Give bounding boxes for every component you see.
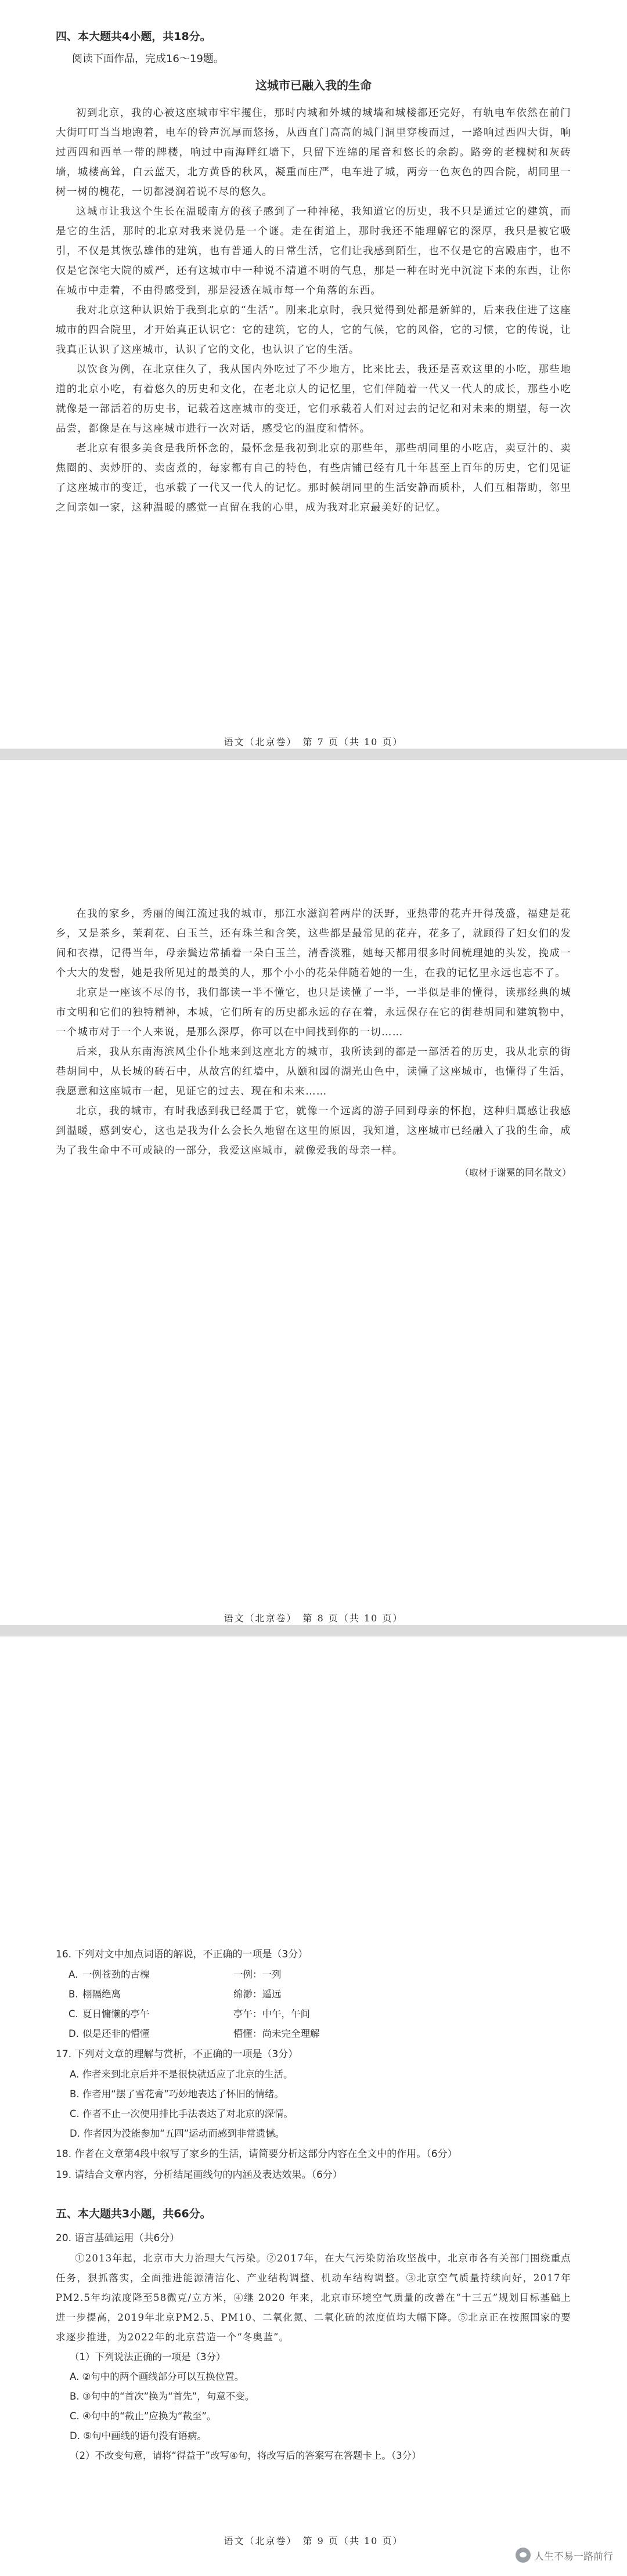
page-footer: 语文（北京卷） 第 7 页（共 10 页） [224, 736, 403, 747]
option-phrase: 夏日慵懒的亭午 [82, 2008, 150, 2019]
question-16: 16. 下列对文中加点词语的解说，不正确的一项是（3分） [56, 1949, 308, 1960]
option: A. 作者来到北京后并不是很快就适应了北京的生活。 [70, 2069, 293, 2080]
essay-paragraph: 在我的家乡，秀丽的闽江流过我的城市，那江水滋润着两岸的沃野，亚热带的花卉开得茂盛，福建是花乡，又是茶乡，茉莉花、白玉兰，还有珠兰和含笑，这些都是最常见的花卉，花多了，就顾得了妇女们的发间和衣襟，记得当年，母亲鬓边常插着一朵白玉兰，清香淡雅，她每天都用很多时间梳理她的头发，挽成一个大大的发髻，她是我所见过的最美的人，那个小小的花朵伴随着她的一生，在我的记忆里永远也忘不了。 [56, 908, 571, 979]
page-separator [0, 1625, 627, 1636]
page-footer: 语文（北京卷） 第 8 页（共 10 页） [224, 1613, 403, 1624]
option-phrase: 似是还非的懵懂 [82, 2028, 150, 2039]
question-20-sub1: （1）下列说法正确的一项是（3分） [70, 2351, 226, 2362]
page-footer: 语文（北京卷） 第 9 页（共 10 页） [224, 2535, 403, 2546]
option-gloss: 绵渺：遥远 [233, 1989, 282, 2000]
option-gloss: 懵懂：尚未完全理解 [233, 2028, 320, 2039]
essay-paragraph: 以饮食为例，在北京住久了，我从国内外吃过了不少地方，比来比去，我还是喜欢这里的小吃，那些地道的北京小吃，有着悠久的历史和文化，在老北京人的记忆里，它们伴随着一代又一代人的成长，那些小吃就像是一部活着的历史书，记载着这座城市的变迁，它们承载着人们对过去的记忆和对未来的期望，每一次品尝，都像是在与这座城市进行一次对话，感受它的温度和情怀。 [56, 364, 571, 435]
option: C. ④句中的“截止”应换为“截至”。 [70, 2411, 217, 2422]
option-letter: D. [69, 2028, 79, 2039]
page-separator [0, 749, 627, 760]
document-page-8 [0, 760, 627, 1625]
option-letter: C. [69, 2008, 78, 2019]
section-header: 五、本大题共3小题，共66分。 [56, 2208, 211, 2220]
option: D. ⑤句中画线的语句没有语病。 [70, 2430, 207, 2441]
option-phrase: 栩隔绝离 [82, 1989, 121, 2000]
question-18: 18. 作者在文章第4段中叙写了家乡的生活，请简要分析这部分内容在全文中的作用。（6分） [56, 2148, 457, 2160]
option-phrase: 一例苍劲的古槐 [82, 1969, 150, 1980]
essay-paragraph: 后来，我从东南海滨风尘仆仆地来到这座北方的城市，我所读到的都是一部活着的历史，我从北京的街巷胡同中，从长城的砖石中，从故宫的红墙中，从颐和园的湖光山色中，读懂了这座城市，也懂得了生活，我愿意和这座城市一起，见证它的过去、现在和未来…… [56, 1046, 571, 1097]
option-gloss: 一例：一列 [233, 1969, 282, 1980]
option-letter: B. [69, 1989, 78, 2000]
question-16-options [69, 1965, 571, 2044]
essay-paragraph: 老北京有很多美食是我所怀念的，最怀念是我初到北京的那些年，那些胡同里的小吃店，卖豆汁的、卖焦圈的、卖炒肝的、卖卤煮的，每家都有自己的特色，有些店铺已经有几十年甚至上百年的历史，它们见证了这座城市的变迁，也承载了一代又一代人的记忆。那时候胡同里的生活安静而质朴，人们互相帮助，邻里之间亲如一家，这种温暖的感觉一直留在我的心里，成为我对北京最美好的记忆。 [56, 443, 571, 514]
option-gloss: 亭午：中午，午间 [233, 2008, 310, 2019]
question-20-text: ①2013年起，北京市大力治理大气污染。②2017年，在大气污染防治攻坚战中，北京市各有关部门围绕重点任务，狠抓落实，全面推进能源清洁化、产业结构调整、机动车结构调整。③北京空气质量持续向好，2017年PM2.5年均浓度降至58微克/立方米，④继 2020 年来，北京市环境空气质量的改善在“十三五”规划目标基础上进一步提高，2019年北京PM2.5、PM10、二氧化氮、二氧化硫的浓度值均大幅下降。⑤北京正在按照国家的要求逐步推进，为2022年的北京营造一个“冬奥蓝”。 [56, 2253, 571, 2343]
essay-paragraph: 北京是一座该不尽的书，我们都读一半不懂它，也只是读懂了一半，一半似是非的懂得，读那经典的城市文明和它们的独特精神，本城，它们所有的历史都永远的存在着，永远保存在它的街巷胡同和建筑物中，一个城市对于一个人来说，是那么深厚，你可以在中间找到你的一切…… [56, 987, 571, 1038]
wechat-icon [516, 2548, 531, 2563]
option: A. ②句中的两个画线部分可以互换位置。 [70, 2371, 244, 2382]
essay-paragraph: 初到北京，我的心被这座城市牢牢攫住，那时内城和外城的城墙和城楼都还完好，有轨电车依然在前门大街叮叮当当地跑着，电车的铃声沉厚而悠扬，从西直门高高的城门洞里穿梭而过，一路响过西四大街，响过西四和西单一带的牌楼，响过中南海畔红墙下，只留下连绵的尾音和悠长的余韵。路旁的老槐树和灰砖墙，城楼高耸，白云蓝天，北方黄昏的秋风，凝重而庄严，电车进了城，两旁一色灰色的四合院，胡同里一树一树的槐花，一切都浸润着说不尽的悠久。 [56, 107, 571, 198]
reading-instruction: 阅读下面作品，完成16～19题。 [72, 53, 224, 65]
essay-source: （取材于谢冕的同名散文） [459, 1167, 571, 1178]
option-letter: A. [69, 1969, 78, 1980]
document-page-7 [0, 0, 627, 749]
essay-paragraph: 我对北京这种认识始于我到北京的“生活”。刚来北京时，我只觉得到处都是新鲜的，后来我住进了这座城市的四合院里，才开始真正认识它：它的建筑，它的人，它的气候，它的风俗，它的习惯，它的传说，让我真正认识了这座城市，认识了它的文化，也认识了它的生活。 [56, 305, 571, 356]
question-20-label: 20. 语言基础运用（共6分） [56, 2232, 180, 2244]
option: B. ③句中的“首次”换为“首先”，句意不变。 [70, 2391, 255, 2402]
document-page-9 [0, 1636, 627, 2576]
essay-title: 这城市已融入我的生命 [255, 78, 372, 92]
question-20-sub2: （2）不改变句意，请将“得益于”改写④句，将改写后的答案写在答题卡上。（3分） [70, 2450, 421, 2461]
essay-paragraph: 这城市让我这个生长在温暖南方的孩子感到了一种神秘，我知道它的历史，我不只是通过它的建筑，而是它的生活，那时的北京对我来说仍是一个谜。走在街道上，那时我还不能理解它的深厚，我只是被它吸引，不仅是其恢弘雄伟的建筑，也有普通人的日常生活，它们让我感到陌生，也不仅是它的宫殿庙宇，也不仅是它深宅大院的威严，还有这城市中一种说不清道不明的气息，那是一种在时光中沉淀下来的东西，让你在城市中走着，不由得感受到，那是浸透在城市每一个角落的东西。 [56, 206, 571, 297]
option: C. 作者不止一次使用排比手法表达了对北京的深情。 [70, 2108, 294, 2119]
essay-paragraph: 北京，我的城市，有时我感到我已经属于它，就像一个远离的游子回到母亲的怀抱，这种归属感让我感到温暖，感到安心，这也是我为什么会长久地留在这里的原因，我知道，这座城市已经融入了我的生命，成为了我生命中不可或缺的一部分，我爱这座城市，就像爱我的母亲一样。 [56, 1105, 571, 1157]
option: D. 作者因为没能参加“五四”运动而感到非常遗憾。 [70, 2128, 285, 2139]
watermark [516, 2548, 613, 2563]
section-header: 四、本大题共4小题，共18分。 [56, 30, 211, 43]
question-17: 17. 下列对文章的理解与赏析，不正确的一项是（3分） [56, 2048, 298, 2060]
option: B. 作者用“摆了雪花膏”巧妙地表达了怀旧的情绪。 [70, 2089, 284, 2100]
question-19: 19. 请结合文章内容，分析结尾画线句的内涵及表达效果。（6分） [56, 2169, 343, 2181]
watermark-text: 人生不易一路前行 [534, 2550, 613, 2563]
